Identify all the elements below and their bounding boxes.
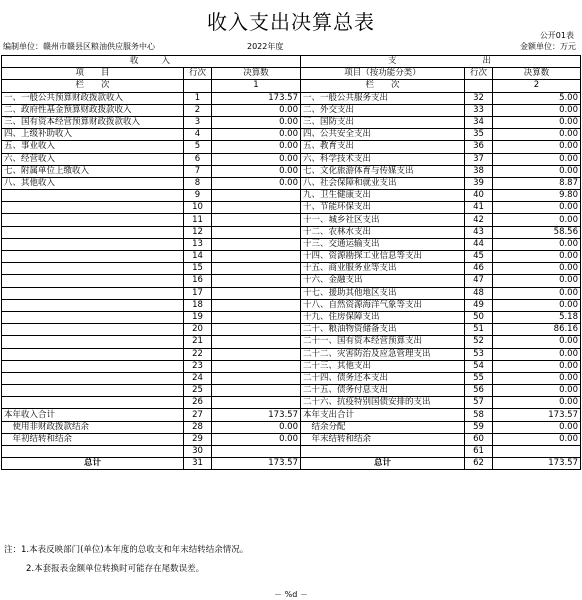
income-item: 一、一般公共预算财政拨款收入: [2, 92, 184, 104]
expense-seq: 59: [465, 421, 493, 433]
income-seq: 16: [184, 275, 212, 287]
expense-seq: 38: [465, 165, 493, 177]
expense-seq: 49: [465, 299, 493, 311]
income-item: [2, 299, 184, 311]
expense-amount: 0.00: [493, 116, 581, 128]
expense-amount: 0.00: [493, 153, 581, 165]
form-code: 公开01表: [539, 31, 574, 40]
expense-item: 十六、金融支出: [301, 275, 465, 287]
income-seq: 4: [184, 129, 212, 141]
expense-amount: 0.00: [493, 287, 581, 299]
income-seq: 18: [184, 299, 212, 311]
income-seq: 25: [184, 385, 212, 397]
expense-item: 二十、粮油物资储备支出: [301, 324, 465, 336]
expense-item: 十三、交通运输支出: [301, 238, 465, 250]
expense-amount: 173.57: [493, 409, 581, 421]
col-number: 2: [493, 80, 581, 92]
income-amount: [212, 287, 301, 299]
unit-label: 金额单位：万元: [520, 42, 576, 51]
expense-item: 三、国防支出: [301, 116, 465, 128]
empty-cell: [184, 80, 212, 92]
expense-amount: 0.00: [493, 214, 581, 226]
income-amount: [212, 348, 301, 360]
expense-seq: 54: [465, 360, 493, 372]
expense-amount: 86.16: [493, 324, 581, 336]
expense-amount: 9.80: [493, 190, 581, 202]
col-label-row: 栏 次: [301, 80, 465, 92]
expense-item: 一、一般公共服务支出: [301, 92, 465, 104]
col-header-item-func: 项目（按功能分类）: [301, 68, 465, 80]
income-item: 六、经营收入: [2, 153, 184, 165]
table-row: [2, 116, 581, 128]
table-row: [2, 153, 581, 165]
expense-item: 二十二、灾害防治及应急管理支出: [301, 348, 465, 360]
expense-item: 十五、商业服务业等支出: [301, 263, 465, 275]
table-row: [2, 299, 581, 311]
income-seq: 23: [184, 360, 212, 372]
col-number: 1: [212, 80, 301, 92]
income-amount: 173.57: [212, 92, 301, 104]
expense-item: 十七、援助其他地区支出: [301, 287, 465, 299]
table-row: [2, 433, 581, 445]
income-amount: 0.00: [212, 153, 301, 165]
income-amount: [212, 299, 301, 311]
income-item: [2, 385, 184, 397]
expense-amount: 0.00: [493, 299, 581, 311]
table-row: [2, 275, 581, 287]
income-seq: 20: [184, 324, 212, 336]
expense-item: 六、科学技术支出: [301, 153, 465, 165]
income-item: [2, 275, 184, 287]
income-seq: 2: [184, 104, 212, 116]
expense-item: 年末结转和结余: [301, 433, 465, 445]
expense-amount: [493, 446, 581, 458]
income-amount: [212, 202, 301, 214]
expense-item: 本年支出合计: [301, 409, 465, 421]
expense-seq: 51: [465, 324, 493, 336]
income-amount: [212, 275, 301, 287]
expense-amount: 0.00: [493, 251, 581, 263]
table-row: [2, 421, 581, 433]
report-year: 2022年度: [247, 42, 284, 51]
expense-seq: 39: [465, 177, 493, 189]
table-row: [2, 251, 581, 263]
expense-amount: 0.00: [493, 336, 581, 348]
income-amount: [212, 397, 301, 409]
expense-amount: 0.00: [493, 348, 581, 360]
income-seq: 14: [184, 251, 212, 263]
expense-item: 十八、自然资源海洋气象等支出: [301, 299, 465, 311]
expense-seq: 43: [465, 226, 493, 238]
income-seq: 7: [184, 165, 212, 177]
expense-amount: 0.00: [493, 104, 581, 116]
table-row: [2, 214, 581, 226]
income-item: [2, 226, 184, 238]
expense-seq: 32: [465, 92, 493, 104]
table-row: [2, 446, 581, 458]
expense-seq: 36: [465, 141, 493, 153]
page-number: － %d －: [274, 590, 308, 599]
income-seq: 22: [184, 348, 212, 360]
expense-amount: 5.00: [493, 92, 581, 104]
expense-seq: 62: [465, 458, 493, 470]
income-item: [2, 287, 184, 299]
expense-item: 二十三、其他支出: [301, 360, 465, 372]
expense-item: 二十一、国有资本经营预算支出: [301, 336, 465, 348]
income-amount: [212, 263, 301, 275]
income-amount: 0.00: [212, 177, 301, 189]
col-header-seq: 行次: [465, 68, 493, 80]
col-label-row: 栏 次: [2, 80, 184, 92]
expense-seq: 52: [465, 336, 493, 348]
income-amount: [212, 336, 301, 348]
income-amount: 0.00: [212, 141, 301, 153]
expense-seq: 53: [465, 348, 493, 360]
income-section-header: 收 入: [2, 56, 301, 68]
income-item: 使用非财政拨款结余: [2, 421, 184, 433]
note-2: 2.本套报表金额单位转换时可能存在尾数误差。: [26, 564, 205, 574]
table-row: [2, 372, 581, 384]
expense-item: [301, 446, 465, 458]
table-row: [2, 263, 581, 275]
expense-seq: 34: [465, 116, 493, 128]
income-seq: 1: [184, 92, 212, 104]
col-header-seq: 行次: [184, 68, 212, 80]
expense-item: 四、公共安全支出: [301, 129, 465, 141]
income-seq: 30: [184, 446, 212, 458]
income-amount: [212, 385, 301, 397]
income-item: 五、事业收入: [2, 141, 184, 153]
income-seq: 13: [184, 238, 212, 250]
income-item: [2, 214, 184, 226]
expense-amount: 0.00: [493, 397, 581, 409]
table-row: [2, 397, 581, 409]
empty-cell: [465, 80, 493, 92]
expense-item: 十一、城乡社区支出: [301, 214, 465, 226]
income-item: [2, 372, 184, 384]
income-item: 本年收入合计: [2, 409, 184, 421]
expense-item: 十四、资源勘探工业信息等支出: [301, 251, 465, 263]
expense-seq: 40: [465, 190, 493, 202]
income-seq: 28: [184, 421, 212, 433]
income-seq: 11: [184, 214, 212, 226]
expense-seq: 41: [465, 202, 493, 214]
col-header-amount: 决算数: [212, 68, 301, 80]
table-row: [2, 348, 581, 360]
income-item: 四、上级补助收入: [2, 129, 184, 141]
income-seq: 31: [184, 458, 212, 470]
table-row: [2, 226, 581, 238]
table-row: [2, 324, 581, 336]
total-row: [2, 458, 581, 470]
expense-amount: 58.56: [493, 226, 581, 238]
income-seq: 19: [184, 311, 212, 323]
income-amount: 0.00: [212, 165, 301, 177]
income-seq: 17: [184, 287, 212, 299]
total-label-income: 总计: [2, 458, 184, 470]
expense-item: 十九、住房保障支出: [301, 311, 465, 323]
expense-seq: 45: [465, 251, 493, 263]
expense-amount: 5.18: [493, 311, 581, 323]
income-item: [2, 446, 184, 458]
expense-seq: 48: [465, 287, 493, 299]
income-seq: 8: [184, 177, 212, 189]
income-amount: [212, 190, 301, 202]
total-label-expense: 总计: [301, 458, 465, 470]
table-row: [2, 190, 581, 202]
income-seq: 5: [184, 141, 212, 153]
income-amount: [212, 360, 301, 372]
expense-seq: 58: [465, 409, 493, 421]
table-row: [2, 104, 581, 116]
expense-item: 十、节能环保支出: [301, 202, 465, 214]
table-row: [2, 141, 581, 153]
income-seq: 10: [184, 202, 212, 214]
table-row: [2, 165, 581, 177]
income-seq: 29: [184, 433, 212, 445]
expense-seq: 47: [465, 275, 493, 287]
income-seq: 21: [184, 336, 212, 348]
income-item: [2, 251, 184, 263]
expense-section-header: 支 出: [301, 56, 581, 68]
income-seq: 3: [184, 116, 212, 128]
expense-amount: 0.00: [493, 275, 581, 287]
expense-amount: 0.00: [493, 238, 581, 250]
expense-amount: 0.00: [493, 372, 581, 384]
income-item: [2, 348, 184, 360]
income-amount: [212, 214, 301, 226]
expense-seq: 35: [465, 129, 493, 141]
income-item: 二、政府性基金预算财政拨款收入: [2, 104, 184, 116]
org-label: 编制单位：赣州市赣县区粮油供应服务中心: [3, 42, 155, 51]
expense-amount: 0.00: [493, 360, 581, 372]
income-expense-table: [1, 55, 581, 470]
table-row: [2, 129, 581, 141]
expense-amount: 0.00: [493, 141, 581, 153]
expense-amount: 173.57: [493, 458, 581, 470]
table-row: [2, 311, 581, 323]
expense-item: 八、社会保障和就业支出: [301, 177, 465, 189]
expense-item: 五、教育支出: [301, 141, 465, 153]
col-header-item: 项 目: [2, 68, 184, 80]
expense-amount: 0.00: [493, 165, 581, 177]
expense-seq: 33: [465, 104, 493, 116]
expense-amount: 0.00: [493, 421, 581, 433]
income-seq: 15: [184, 263, 212, 275]
report-title: 收入支出决算总表: [207, 10, 375, 34]
table-row: [2, 92, 581, 104]
income-amount: 0.00: [212, 433, 301, 445]
table-row: [2, 409, 581, 421]
expense-item: 七、文化旅游体育与传媒支出: [301, 165, 465, 177]
income-amount: 0.00: [212, 129, 301, 141]
income-item: [2, 397, 184, 409]
expense-seq: 37: [465, 153, 493, 165]
table-row: [2, 177, 581, 189]
income-amount: 173.57: [212, 409, 301, 421]
expense-seq: 46: [465, 263, 493, 275]
income-item: [2, 238, 184, 250]
table-row: [2, 385, 581, 397]
income-amount: 0.00: [212, 116, 301, 128]
income-item: [2, 324, 184, 336]
income-item: [2, 190, 184, 202]
income-amount: [212, 324, 301, 336]
income-item: [2, 202, 184, 214]
expense-item: 结余分配: [301, 421, 465, 433]
expense-amount: 0.00: [493, 263, 581, 275]
table-row: [2, 360, 581, 372]
expense-item: 二十四、债务还本支出: [301, 372, 465, 384]
income-amount: 0.00: [212, 104, 301, 116]
income-item: 八、其他收入: [2, 177, 184, 189]
income-amount: 173.57: [212, 458, 301, 470]
income-amount: [212, 251, 301, 263]
expense-seq: 55: [465, 372, 493, 384]
income-item: [2, 336, 184, 348]
expense-seq: 57: [465, 397, 493, 409]
table-row: [2, 336, 581, 348]
table-row: [2, 202, 581, 214]
expense-seq: 61: [465, 446, 493, 458]
expense-item: 二十五、债务付息支出: [301, 385, 465, 397]
income-amount: [212, 226, 301, 238]
income-seq: 27: [184, 409, 212, 421]
expense-item: 九、卫生健康支出: [301, 190, 465, 202]
income-item: 三、国有资本经营预算财政拨款收入: [2, 116, 184, 128]
income-amount: [212, 311, 301, 323]
income-amount: 0.00: [212, 421, 301, 433]
expense-amount: 0.00: [493, 433, 581, 445]
income-amount: [212, 238, 301, 250]
income-seq: 6: [184, 153, 212, 165]
expense-item: 十二、农林水支出: [301, 226, 465, 238]
expense-seq: 42: [465, 214, 493, 226]
income-seq: 26: [184, 397, 212, 409]
expense-seq: 44: [465, 238, 493, 250]
note-1: 注：1.本表反映部门(单位)本年度的总收支和年末结转结余情况。: [4, 545, 249, 555]
expense-amount: 0.00: [493, 202, 581, 214]
income-amount: [212, 372, 301, 384]
income-amount: [212, 446, 301, 458]
income-item: 七、附属单位上缴收入: [2, 165, 184, 177]
income-seq: 9: [184, 190, 212, 202]
table-row: [2, 238, 581, 250]
expense-amount: 8.87: [493, 177, 581, 189]
expense-seq: 50: [465, 311, 493, 323]
table-row: [2, 287, 581, 299]
expense-item: 二、外交支出: [301, 104, 465, 116]
expense-seq: 56: [465, 385, 493, 397]
income-item: [2, 360, 184, 372]
expense-seq: 60: [465, 433, 493, 445]
expense-amount: 0.00: [493, 129, 581, 141]
expense-amount: 0.00: [493, 385, 581, 397]
income-seq: 12: [184, 226, 212, 238]
income-item: [2, 311, 184, 323]
col-header-amount: 决算数: [493, 68, 581, 80]
income-item: 年初结转和结余: [2, 433, 184, 445]
expense-item: 二十六、抗疫特别国债安排的支出: [301, 397, 465, 409]
income-seq: 24: [184, 372, 212, 384]
income-item: [2, 263, 184, 275]
